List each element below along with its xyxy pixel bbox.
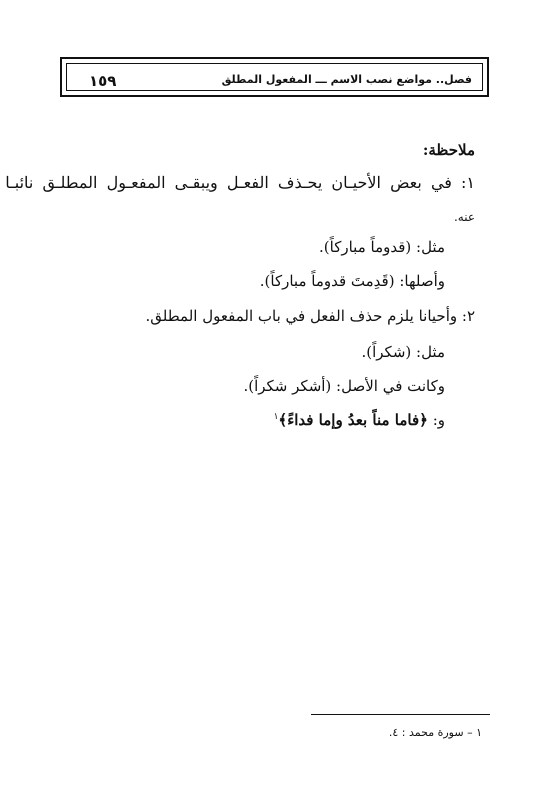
example-1: مثل: (قدوماً مباركاً). [319,238,445,256]
point-2-text: ٢: وأحيانا يلزم حذف الفعل في باب المفعول المطلق. [145,307,475,325]
page-number: ١٥٩ [89,72,117,90]
origin-2: وكانت في الأصل: (أشكر شكراً). [243,377,445,395]
footnote-text: ١ – سورة محمد : ٤. [388,726,482,739]
quran-text: ﴿فاما مناً بعدُ وإما فداءً﴾ [278,411,428,429]
running-header-frame [60,57,489,97]
note-heading: ملاحظة: [422,141,475,159]
footnote-separator [311,714,490,715]
quran-verse-line [274,411,445,429]
running-header-inner-frame [66,63,483,91]
example-2: مثل: (شكراً). [361,343,445,361]
running-header-title: فصل.. مواضع نصب الاسم ـــ المفعول المطلق [221,73,472,86]
origin-1: وأصلها: (قَدِمتَ قدوماً مباركاً). [259,272,445,290]
quran-prefix: و: [427,411,445,429]
footnote-marker: ١ [273,412,279,422]
point-1-text: ١: في بعض الأحيـان يحـذف الفعـل ويبقـى المفعـول المطلـق نائبـا [5,173,475,192]
point-1-continuation: عنه. [453,210,475,224]
